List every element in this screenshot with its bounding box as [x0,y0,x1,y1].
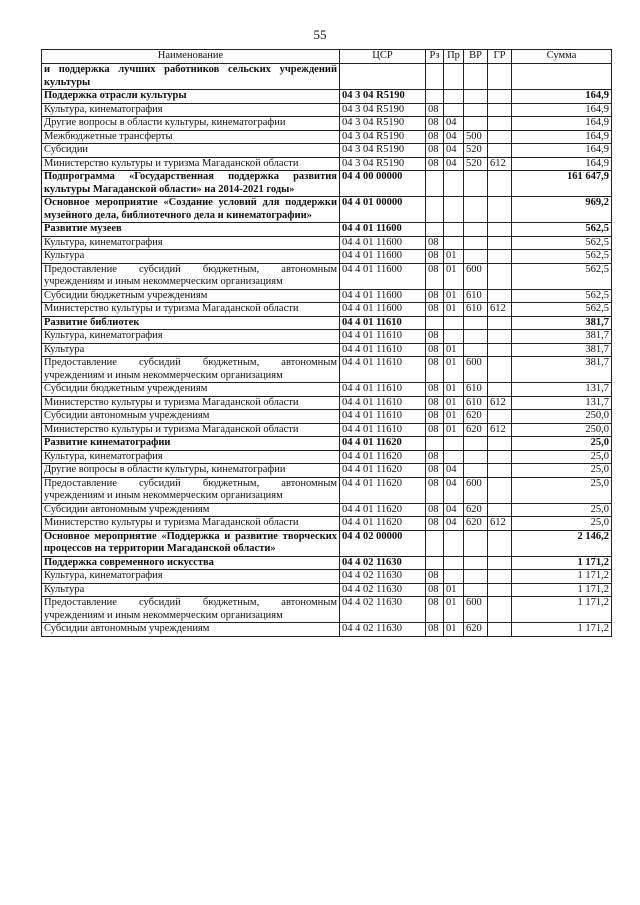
cell-name: Министерство культуры и туризма Магаданской области [42,157,340,171]
cell-sum: 969,2 [512,197,612,223]
cell-sum: 250,0 [512,423,612,437]
cell-gr [488,583,512,597]
cell-sum: 562,5 [512,223,612,237]
cell-name: Субсидии бюджетным учреждениям [42,289,340,303]
cell-name: Основное мероприятие «Создание условий для поддержки музейного дела, библиотечного дела и кинематографии» [42,197,340,223]
table-row [42,530,612,556]
cell-vr: 600 [464,357,488,383]
cell-sum: 164,9 [512,117,612,131]
cell-pr [444,103,464,117]
table-row [42,477,612,503]
cell-sum: 562,5 [512,236,612,250]
cell-pr: 04 [444,517,464,531]
cell-name: Развитие кинематографии [42,437,340,451]
cell-pr [444,450,464,464]
cell-rz: 08 [426,289,444,303]
cell-rz: 08 [426,144,444,158]
cell-sum: 562,5 [512,289,612,303]
cell-rz: 08 [426,157,444,171]
cell-rz: 08 [426,450,444,464]
page-number: 55 [313,27,327,42]
header-vr: ВР [464,50,488,64]
cell-pr [444,171,464,197]
header-pr: Пр [444,50,464,64]
cell-sum: 164,9 [512,90,612,104]
cell-gr [488,357,512,383]
cell-csr: 04 4 01 11610 [340,316,426,330]
cell-csr: 04 4 01 11610 [340,357,426,383]
cell-gr [488,477,512,503]
table-row [42,130,612,144]
cell-sum: 25,0 [512,477,612,503]
cell-pr: 01 [444,303,464,317]
cell-sum: 164,9 [512,103,612,117]
cell-csr: 04 4 01 11620 [340,437,426,451]
cell-rz: 08 [426,503,444,517]
cell-sum: 381,7 [512,357,612,383]
cell-gr [488,144,512,158]
cell-vr: 610 [464,289,488,303]
table-row [42,423,612,437]
cell-pr: 01 [444,343,464,357]
cell-gr [488,437,512,451]
cell-csr: 04 4 01 11620 [340,450,426,464]
cell-vr [464,556,488,570]
cell-vr: 620 [464,623,488,637]
cell-rz: 08 [426,357,444,383]
cell-csr: 04 4 01 11610 [340,383,426,397]
cell-vr [464,343,488,357]
cell-sum: 161 647,9 [512,171,612,197]
cell-sum: 131,7 [512,396,612,410]
cell-rz: 08 [426,464,444,478]
header-gr: ГР [488,50,512,64]
cell-name: Подпрограмма «Государственная поддержка развития культуры Магаданской области» на 2014-2021 годы» [42,171,340,197]
cell-vr: 620 [464,503,488,517]
cell-name: Основное мероприятие «Поддержка и развитие творческих процессов на территории Магаданской области» [42,530,340,556]
cell-pr [444,90,464,104]
cell-sum: 164,9 [512,157,612,171]
cell-name: Субсидии автономным учреждениям [42,503,340,517]
table-row [42,303,612,317]
table-row [42,316,612,330]
table-row [42,171,612,197]
cell-gr [488,450,512,464]
cell-rz: 08 [426,236,444,250]
budget-table [41,49,612,637]
cell-vr [464,437,488,451]
cell-csr: 04 3 04 R5190 [340,103,426,117]
cell-sum: 1 171,2 [512,556,612,570]
cell-csr: 04 4 01 00000 [340,197,426,223]
cell-csr: 04 4 01 11600 [340,303,426,317]
cell-name: Предоставление субсидий бюджетным, автономным учреждениям и иным некоммерческим организациям [42,477,340,503]
cell-rz: 08 [426,330,444,344]
cell-pr: 01 [444,383,464,397]
table-row [42,383,612,397]
cell-name: Предоставление субсидий бюджетным, автономным учреждениям и иным некоммерческим организациям [42,357,340,383]
cell-vr [464,64,488,90]
cell-vr [464,250,488,264]
header-sum: Сумма [512,50,612,64]
cell-gr [488,171,512,197]
cell-pr: 01 [444,396,464,410]
cell-pr: 04 [444,144,464,158]
cell-vr [464,583,488,597]
table-row [42,583,612,597]
header-rz: Рз [426,50,444,64]
cell-sum: 25,0 [512,450,612,464]
cell-gr: 612 [488,423,512,437]
cell-gr [488,383,512,397]
cell-rz [426,556,444,570]
cell-pr: 01 [444,250,464,264]
cell-name: Министерство культуры и туризма Магаданской области [42,517,340,531]
cell-vr: 600 [464,263,488,289]
cell-vr: 600 [464,597,488,623]
cell-csr: 04 4 01 11600 [340,250,426,264]
cell-sum: 25,0 [512,517,612,531]
table-row [42,223,612,237]
table-row [42,197,612,223]
cell-rz: 08 [426,583,444,597]
cell-pr [444,223,464,237]
cell-vr [464,90,488,104]
cell-rz: 08 [426,410,444,424]
table-row [42,503,612,517]
cell-name: Предоставление субсидий бюджетным, автономным учреждениям и иным некоммерческим организациям [42,597,340,623]
cell-gr [488,263,512,289]
cell-gr: 612 [488,157,512,171]
table-row [42,90,612,104]
cell-pr: 04 [444,117,464,131]
cell-rz: 08 [426,423,444,437]
cell-pr [444,437,464,451]
cell-sum: 1 171,2 [512,583,612,597]
table-row [42,236,612,250]
cell-pr: 01 [444,583,464,597]
cell-pr: 04 [444,503,464,517]
cell-csr: 04 4 01 11610 [340,423,426,437]
cell-rz: 08 [426,623,444,637]
cell-csr: 04 3 04 R5190 [340,90,426,104]
table-row [42,570,612,584]
table-row [42,597,612,623]
cell-csr: 04 4 02 00000 [340,530,426,556]
cell-pr [444,530,464,556]
cell-name: Культура, кинематография [42,330,340,344]
cell-vr: 600 [464,477,488,503]
cell-sum: 164,9 [512,130,612,144]
cell-vr: 620 [464,410,488,424]
cell-vr: 500 [464,130,488,144]
cell-gr [488,530,512,556]
table-row [42,263,612,289]
table-row [42,623,612,637]
cell-rz [426,316,444,330]
cell-gr [488,410,512,424]
cell-csr: 04 4 02 11630 [340,570,426,584]
cell-csr: 04 4 01 11620 [340,477,426,503]
cell-pr: 01 [444,410,464,424]
cell-pr [444,556,464,570]
cell-sum: 250,0 [512,410,612,424]
cell-vr [464,570,488,584]
cell-name: Другие вопросы в области культуры, кинематографии [42,464,340,478]
cell-csr: 04 3 04 R5190 [340,157,426,171]
cell-sum: 381,7 [512,330,612,344]
cell-vr [464,103,488,117]
cell-sum: 381,7 [512,343,612,357]
table-header-row [42,50,612,64]
cell-name: Субсидии бюджетным учреждениям [42,383,340,397]
cell-csr: 04 4 02 11630 [340,597,426,623]
cell-rz: 08 [426,343,444,357]
cell-gr [488,130,512,144]
cell-pr: 01 [444,289,464,303]
cell-csr: 04 4 01 11610 [340,343,426,357]
cell-pr: 04 [444,157,464,171]
table-row [42,289,612,303]
cell-name: Развитие библиотек [42,316,340,330]
cell-csr: 04 4 01 11600 [340,289,426,303]
cell-vr [464,223,488,237]
cell-vr: 620 [464,423,488,437]
cell-csr: 04 3 04 R5190 [340,130,426,144]
cell-vr [464,171,488,197]
cell-gr [488,289,512,303]
table-row [42,64,612,90]
table-row [42,117,612,131]
cell-sum: 25,0 [512,464,612,478]
cell-rz: 08 [426,303,444,317]
cell-name: Культура [42,250,340,264]
cell-gr [488,250,512,264]
table-row [42,144,612,158]
cell-sum: 25,0 [512,503,612,517]
cell-csr: 04 4 01 11620 [340,464,426,478]
cell-vr: 520 [464,144,488,158]
cell-rz: 08 [426,396,444,410]
cell-name: Культура, кинематография [42,103,340,117]
cell-gr [488,197,512,223]
cell-name: Субсидии [42,144,340,158]
cell-name: Субсидии автономным учреждениям [42,623,340,637]
cell-rz: 08 [426,383,444,397]
cell-pr: 01 [444,357,464,383]
cell-pr: 01 [444,423,464,437]
table-row [42,357,612,383]
cell-csr: 04 4 00 00000 [340,171,426,197]
cell-pr: 01 [444,623,464,637]
cell-rz: 08 [426,597,444,623]
cell-name: Межбюджетные трансферты [42,130,340,144]
cell-gr [488,223,512,237]
cell-rz [426,223,444,237]
cell-rz: 08 [426,477,444,503]
cell-gr [488,316,512,330]
cell-vr [464,450,488,464]
cell-sum: 131,7 [512,383,612,397]
header-name: Наименование [42,50,340,64]
cell-name: Предоставление субсидий бюджетным, автономным учреждениям и иным некоммерческим организациям [42,263,340,289]
table-row [42,343,612,357]
cell-sum: 164,9 [512,144,612,158]
cell-pr: 04 [444,464,464,478]
cell-sum [512,64,612,90]
cell-name: Другие вопросы в области культуры, кинематографии [42,117,340,131]
table-row [42,157,612,171]
table-row [42,437,612,451]
cell-rz: 08 [426,117,444,131]
cell-csr: 04 4 02 11630 [340,556,426,570]
cell-csr: 04 4 01 11610 [340,396,426,410]
table-row [42,330,612,344]
cell-sum: 1 171,2 [512,570,612,584]
cell-gr [488,64,512,90]
cell-gr [488,464,512,478]
cell-pr [444,330,464,344]
cell-pr [444,316,464,330]
cell-name: Культура, кинематография [42,570,340,584]
cell-rz: 08 [426,517,444,531]
cell-rz: 08 [426,103,444,117]
cell-rz: 08 [426,263,444,289]
cell-rz: 08 [426,130,444,144]
cell-name: Культура [42,583,340,597]
cell-gr [488,343,512,357]
cell-vr [464,316,488,330]
cell-pr [444,197,464,223]
cell-name: Культура, кинематография [42,236,340,250]
cell-vr: 520 [464,157,488,171]
cell-pr [444,64,464,90]
table-row [42,250,612,264]
table-row [42,450,612,464]
cell-vr: 620 [464,517,488,531]
cell-sum: 562,5 [512,263,612,289]
cell-name: Министерство культуры и туризма Магаданской области [42,423,340,437]
cell-csr: 04 4 01 11620 [340,517,426,531]
cell-csr: 04 4 01 11620 [340,503,426,517]
cell-rz [426,530,444,556]
cell-rz [426,437,444,451]
cell-pr [444,570,464,584]
cell-csr: 04 4 01 11600 [340,263,426,289]
cell-name: и поддержка лучших работников сельских учреждений культуры [42,64,340,90]
cell-pr: 01 [444,597,464,623]
cell-vr: 610 [464,396,488,410]
cell-pr [444,236,464,250]
cell-vr [464,464,488,478]
cell-vr [464,236,488,250]
cell-gr [488,623,512,637]
cell-csr: 04 4 01 11600 [340,236,426,250]
table-row [42,556,612,570]
header-csr: ЦСР [340,50,426,64]
cell-gr: 612 [488,396,512,410]
cell-gr [488,90,512,104]
cell-sum: 25,0 [512,437,612,451]
table-row [42,103,612,117]
cell-name: Поддержка современного искусства [42,556,340,570]
cell-csr: 04 4 01 11610 [340,330,426,344]
cell-vr: 610 [464,303,488,317]
table-row [42,396,612,410]
cell-vr: 610 [464,383,488,397]
cell-sum: 562,5 [512,250,612,264]
cell-name: Культура [42,343,340,357]
cell-pr: 04 [444,477,464,503]
cell-rz [426,197,444,223]
cell-gr [488,503,512,517]
cell-name: Поддержка отрасли культуры [42,90,340,104]
table-row [42,410,612,424]
cell-csr [340,64,426,90]
cell-rz [426,171,444,197]
cell-pr: 01 [444,263,464,289]
cell-gr [488,117,512,131]
cell-rz [426,90,444,104]
cell-gr [488,103,512,117]
cell-gr [488,236,512,250]
cell-gr [488,330,512,344]
cell-name: Культура, кинематография [42,450,340,464]
cell-csr: 04 4 01 11600 [340,223,426,237]
cell-name: Министерство культуры и туризма Магаданской области [42,396,340,410]
cell-sum: 1 171,2 [512,623,612,637]
cell-csr: 04 3 04 R5190 [340,117,426,131]
cell-gr [488,597,512,623]
cell-name: Министерство культуры и туризма Магаданской области [42,303,340,317]
cell-csr: 04 4 01 11610 [340,410,426,424]
cell-pr: 04 [444,130,464,144]
cell-gr: 612 [488,517,512,531]
cell-csr: 04 4 02 11630 [340,583,426,597]
cell-gr [488,556,512,570]
cell-vr [464,330,488,344]
cell-rz: 08 [426,570,444,584]
cell-sum: 1 171,2 [512,597,612,623]
cell-vr [464,117,488,131]
cell-csr: 04 4 02 11630 [340,623,426,637]
cell-sum: 562,5 [512,303,612,317]
cell-csr: 04 3 04 R5190 [340,144,426,158]
cell-vr [464,197,488,223]
cell-gr [488,570,512,584]
cell-name: Развитие музеев [42,223,340,237]
table-row [42,464,612,478]
cell-rz [426,64,444,90]
cell-sum: 381,7 [512,316,612,330]
cell-rz: 08 [426,250,444,264]
table-row [42,517,612,531]
cell-gr: 612 [488,303,512,317]
cell-vr [464,530,488,556]
cell-sum: 2 146,2 [512,530,612,556]
cell-name: Субсидии автономным учреждениям [42,410,340,424]
